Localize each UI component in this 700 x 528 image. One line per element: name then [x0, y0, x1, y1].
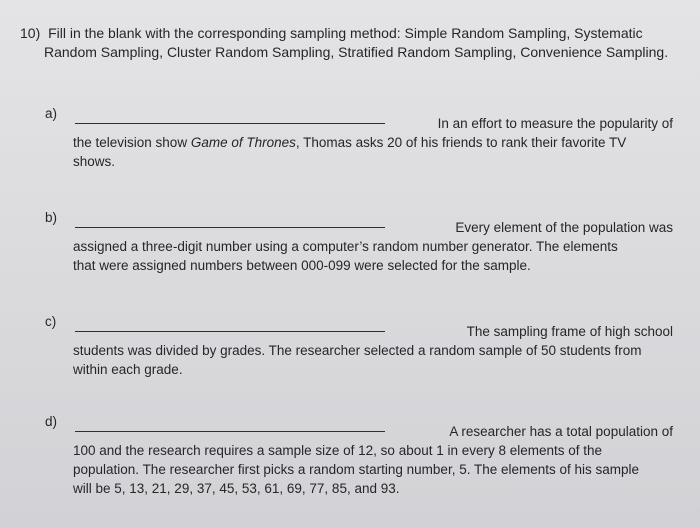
item-line-3: within each grade.: [73, 362, 183, 377]
question-number: 10): [20, 25, 41, 41]
item-label: b): [45, 210, 58, 225]
item-label: c): [45, 314, 57, 329]
show-title: Game of Thrones: [190, 135, 296, 150]
item-line-2: assigned a three-digit number using a computer’s random number generator. The elements: [73, 239, 618, 254]
prompt-line-2: Random Sampling, Cluster Random Sampling, Stratified Random Sampling, Convenience Sampling.: [44, 44, 669, 60]
item-label: d): [45, 414, 58, 429]
item-first-line: Every element of the population was: [455, 220, 673, 235]
item-line-2: students was divided by grades. The researcher selected a random sample of 50 students from: [73, 343, 642, 358]
item-line-4: will be 5, 13, 21, 29, 37, 45, 53, 61, 69, 77, 85, and 93.: [73, 481, 400, 496]
item-first-line: In an effort to measure the popularity of: [437, 116, 673, 131]
item-first-line: The sampling frame of high school: [466, 324, 673, 339]
item-first-line: A researcher has a total population of: [449, 424, 673, 439]
item-line-3: that were assigned numbers between 000-099 were selected for the sample.: [73, 258, 531, 273]
item-line-2: 100 and the research requires a sample size of 12, so about 1 in every 8 elements of the: [73, 443, 603, 458]
item-line-3: population. The researcher first picks a random starting number, 5. The elements of his sample: [73, 462, 640, 477]
item-line-3: shows.: [73, 154, 116, 169]
item-label: a): [45, 106, 58, 121]
item-line-2: the television show Game of Thrones, Thomas asks 20 of his friends to rank their favorite TV: [73, 135, 627, 150]
prompt-line-1: Fill in the blank with the corresponding sampling method: Simple Random Sampling, Systematic: [48, 25, 643, 41]
question-prompt: [20, 24, 670, 62]
